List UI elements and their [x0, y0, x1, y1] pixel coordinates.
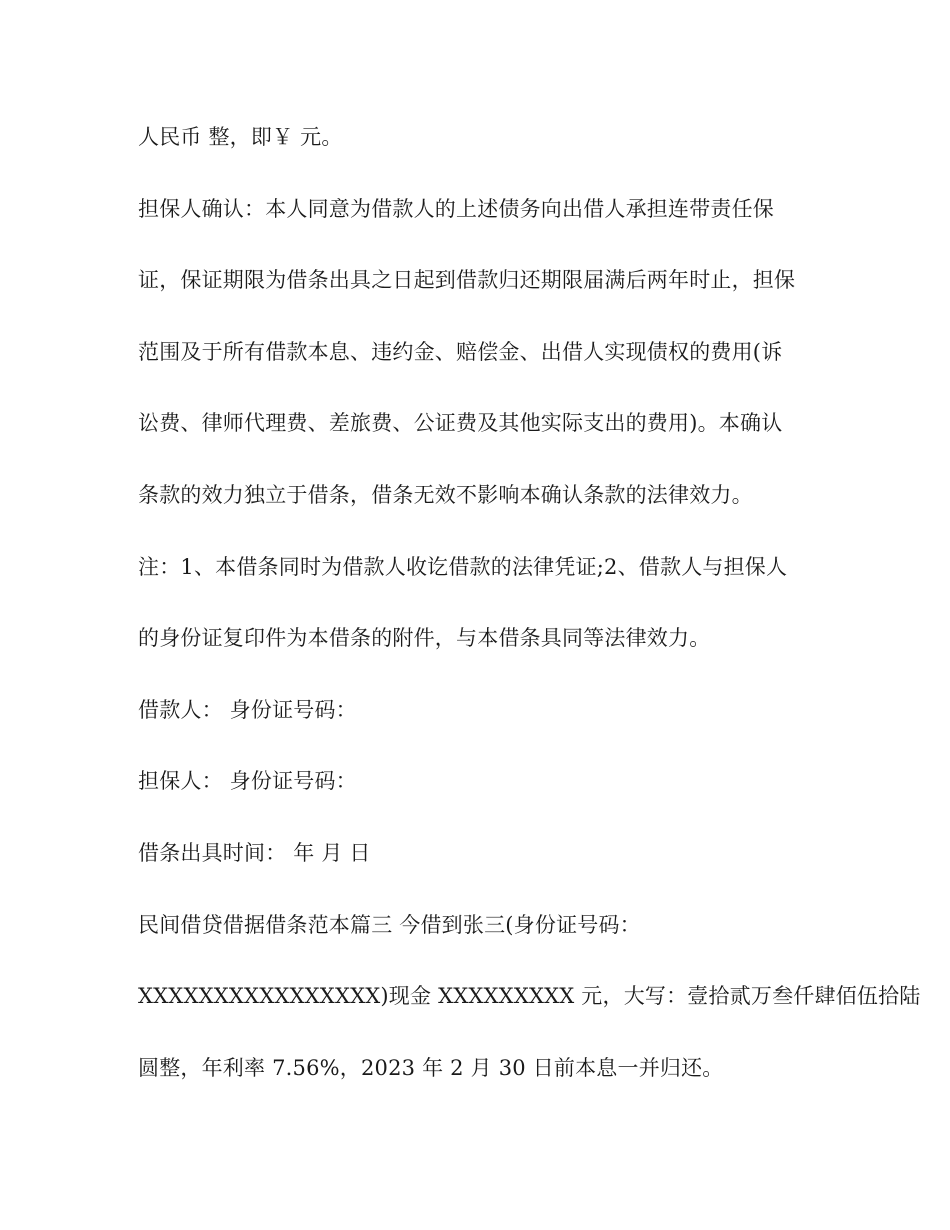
text-line-amount: 人民币 整，即￥ 元。 — [138, 125, 343, 149]
text-line-template-3-heading: 民间借贷借据借条范本篇三 今借到张三(身份证号码： — [138, 912, 641, 937]
text-line-guarantor-confirm-4: 讼费、律师代理费、差旅费、公证费及其他实际支出的费用)。本确认 — [138, 411, 783, 436]
text-line-note-2: 的身份证复印件为本借条的附件，与本借条具同等法律效力。 — [138, 626, 711, 651]
text-line-borrower: 借款人： 身份证号码： — [138, 697, 357, 722]
text-line-guarantor-confirm-1: 担保人确认：本人同意为借款人的上述债务向出借人承担连带责任保 — [138, 196, 774, 221]
text-line-note-1: 注：1、本借条同时为借款人收讫借款的法律凭证;2、借款人与担保人 — [138, 554, 788, 579]
text-line-guarantor-confirm-3: 范围及于所有借款本息、违约金、赔偿金、出借人实现债权的费用(诉 — [138, 339, 783, 364]
text-line-guarantor-confirm-2: 证，保证期限为借条出具之日起到借款归还期限届满后两年时止，担保 — [138, 268, 796, 293]
document-body — [138, 124, 921, 1126]
text-line-template-3-terms: 圆整，年利率 7.56%，2023 年 2 月 30 日前本息一并归还。 — [138, 1055, 724, 1080]
text-line-guarantor: 担保人： 身份证号码： — [138, 769, 357, 794]
text-line-guarantor-confirm-5: 条款的效力独立于借条，借条无效不影响本确认条款的法律效力。 — [138, 482, 753, 507]
text-line-template-3-amount: XXXXXXXXXXXXXXXX)现金 XXXXXXXXX 元，大写：壹拾贰万叁仟肆佰伍拾陆 — [138, 984, 921, 1009]
text-line-issue-date: 借条出具时间： 年 月 日 — [138, 840, 371, 865]
